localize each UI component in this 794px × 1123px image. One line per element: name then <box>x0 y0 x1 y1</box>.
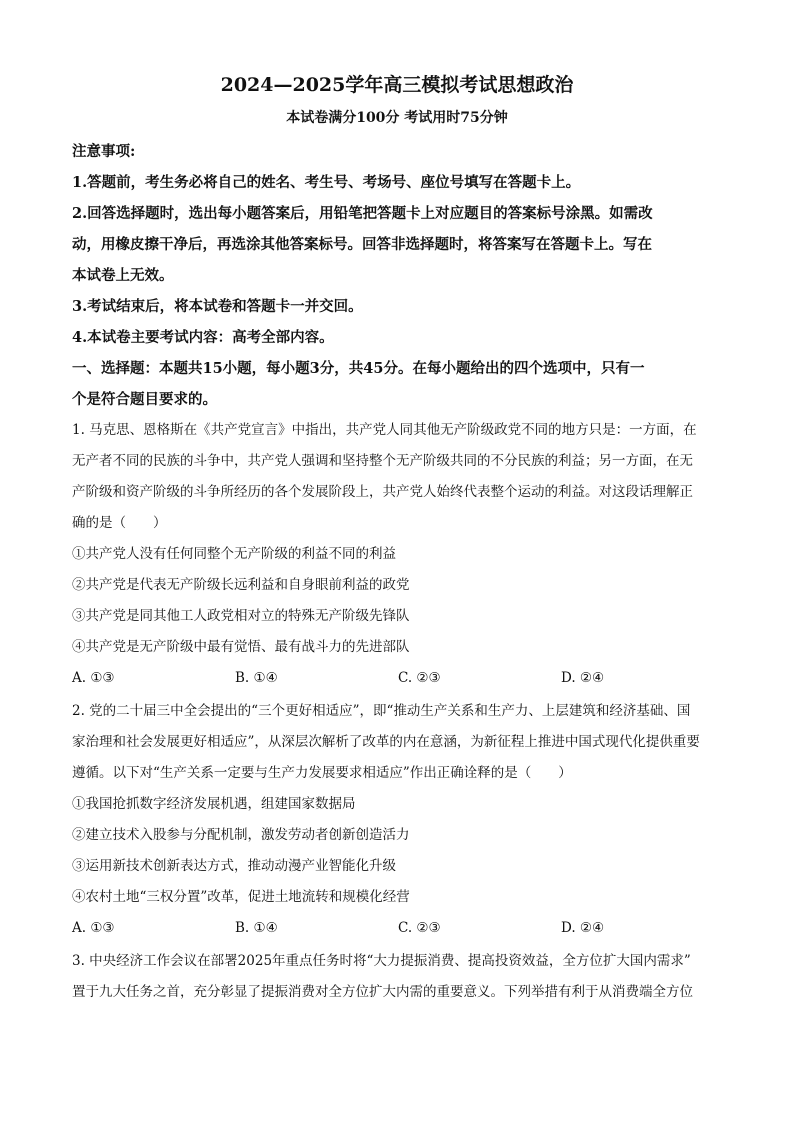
answer-options <box>72 663 724 694</box>
notice-heading: 注意事项: <box>72 143 136 160</box>
notice-line: 4.本试卷主要考试内容：高考全部内容。 <box>72 329 334 346</box>
section-heading: 一、选择题：本题共15小题，每小题3分，共45分。在每小题给出的四个选项中，只有一 <box>72 360 645 377</box>
option-d: D. ②④ <box>561 670 605 686</box>
question-item: ①我国抢抓数字经济发展机遇，组建国家数据局 <box>72 796 356 812</box>
question-stem-line: 2. 党的二十届三中全会提出的“三个更好相适应”，即“推动生产关系和生产力、上层建筑和经济基础、国 <box>72 703 691 719</box>
question-1 <box>72 415 724 694</box>
page-subtitle: 本试卷满分100分 考试用时75分钟 <box>286 110 508 126</box>
option-b: B. ①④ <box>235 670 278 686</box>
question-item: ②共产党是代表无产阶级长远利益和自身眼前利益的政党 <box>72 577 410 593</box>
notice-line: 本试卷上无效。 <box>72 267 174 284</box>
notice-section <box>72 136 724 415</box>
option-d: D. ②④ <box>561 920 605 936</box>
question-stem-line: 无产者不同的民族的斗争中，共产党人强调和坚持整个无产阶级共同的不分民族的利益；另一方面，在无 <box>72 453 693 469</box>
question-item: ①共产党人没有任何同整个无产阶级的利益不同的利益 <box>72 546 396 562</box>
answer-options <box>72 913 724 944</box>
question-stem-line: 确的是（ ） <box>72 515 167 531</box>
question-stem-line: 产阶级和资产阶级的斗争所经历的各个发展阶段上，共产党人始终代表整个运动的利益。对这段话理解正 <box>72 484 693 500</box>
option-c: C. ②③ <box>398 670 441 686</box>
notice-line: 2.回答选择题时，选出每小题答案后，用铅笔把答题卡上对应题目的答案标号涂黑。如需改 <box>72 205 653 222</box>
question-item: ④共产党是无产阶级中最有觉悟、最有战斗力的先进部队 <box>72 639 410 655</box>
notice-line: 动，用橡皮擦干净后，再选涂其他答案标号。回答非选择题时，将答案写在答题卡上。写在 <box>72 236 652 253</box>
question-3 <box>72 946 724 1008</box>
option-a: A. ①③ <box>72 670 115 686</box>
question-item: ③运用新技术创新表达方式，推动动漫产业智能化升级 <box>72 858 396 874</box>
notice-line: 1.答题前，考生务必将自己的姓名、考生号、考场号、座位号填写在答题卡上。 <box>72 174 581 191</box>
question-item: ②建立技术入股参与分配机制，激发劳动者创新创造活力 <box>72 827 410 843</box>
question-stem-line: 置于九大任务之首，充分彰显了提振消费对全方位扩大内需的重要意义。下列举措有利于从消费端全方位 <box>72 984 693 1000</box>
question-stem-line: 3. 中央经济工作会议在部署2025年重点任务时将“大力提振消费、提高投资效益，全方位扩大国内需求” <box>72 953 691 969</box>
page-title: 2024—2025学年高三模拟考试思想政治 <box>220 74 574 96</box>
question-item: ④农村土地“三权分置”改革，促进土地流转和规模化经营 <box>72 889 410 905</box>
option-c: C. ②③ <box>398 920 441 936</box>
notice-line: 3.考试结束后，将本试卷和答题卡一并交回。 <box>72 298 363 315</box>
option-a: A. ①③ <box>72 920 115 936</box>
question-stem-line: 1. 马克思、恩格斯在《共产党宣言》中指出，共产党人同其他无产阶级政党不同的地方只是：一方面，在 <box>72 422 697 438</box>
question-stem-line: 家治理和社会发展更好相适应”，从深层次解析了改革的内在意涵，为新征程上推进中国式现代化提供重要 <box>72 734 700 750</box>
question-stem-line: 遵循。以下对“生产关系一定要与生产力发展要求相适应”作出正确诠释的是（ ） <box>72 765 572 781</box>
section-heading: 个是符合题目要求的。 <box>72 391 217 408</box>
question-2 <box>72 696 724 944</box>
question-item: ③共产党是同其他工人政党相对立的特殊无产阶级先锋队 <box>72 608 410 624</box>
option-b: B. ①④ <box>235 920 278 936</box>
